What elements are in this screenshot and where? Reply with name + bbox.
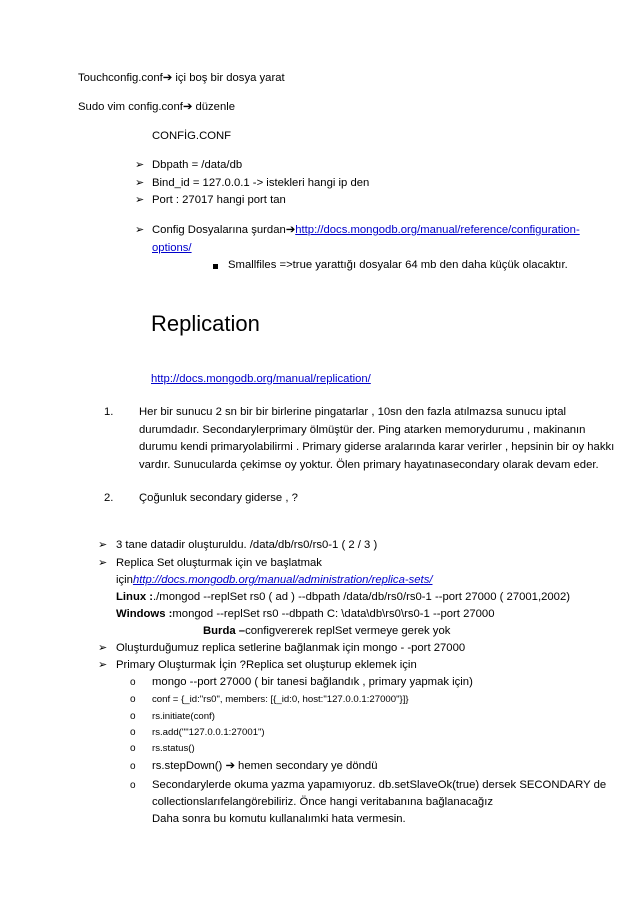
arrow-bullet-icon: ➢: [135, 224, 145, 236]
circle-bullet-icon: o: [130, 780, 136, 791]
circle-bullet-icon: o: [130, 694, 136, 705]
windows-cmd: mongod --replSet rs0 --dbpath C: \data\db\rs0\rs0-1 --port 27000: [172, 608, 495, 620]
config-bullet: Dbpath = /data/db: [152, 159, 243, 171]
arrow-bullet-icon: ➢: [135, 177, 145, 189]
primary-bullet: Primary Oluşturmak İçin ?Replica set oluşturup eklemek için: [116, 659, 417, 671]
list-item-line: vardır. Sunucularda çekimse oy yoktur. Ölen primary hayatınasecondary olarak devam eder.: [139, 459, 599, 471]
config-bullet: Port : 27017 hangi port tan: [152, 194, 286, 206]
arrow-bullet-icon: ➢: [135, 194, 145, 206]
replica-set-bullet: Replica Set oluşturmak için ve başlatmak: [116, 557, 322, 569]
linux-cmd: ./mongod --replSet rs0 ( ad ) --dbpath /data/db/rs0/rs0-1 --port 27000 ( 27001,2002): [153, 591, 570, 603]
config-docs-link[interactable]: http://docs.mongodb.org/manual/reference/configuration-: [295, 224, 580, 236]
linux-label: Linux :: [116, 591, 154, 603]
config-source-line: [152, 223, 580, 238]
windows-cmd-line: [116, 607, 495, 622]
windows-label: Windows :: [116, 608, 173, 620]
circle-bullet-icon: o: [130, 761, 136, 772]
burda-label: Burda –: [203, 625, 246, 637]
list-number: 2.: [104, 492, 114, 504]
list-number: 1.: [104, 406, 114, 418]
sub-item: rs.stepDown() ➔ hemen secondary ye döndü: [152, 760, 378, 772]
config-docs-link-cont[interactable]: options/: [152, 242, 192, 254]
arrow-bullet-icon: ➢: [98, 659, 108, 671]
sub-item: rs.add(""127.0.0.1:27001"): [152, 727, 265, 738]
replica-sets-link[interactable]: http://docs.mongodb.org/manual/administration/replica-sets/: [132, 574, 433, 586]
circle-bullet-icon: o: [130, 727, 136, 738]
sub-item: mongo --port 27000 ( bir tanesi bağlandık , primary yapmak için): [152, 676, 473, 688]
circle-bullet-icon: o: [130, 743, 136, 754]
intro-line-2: Sudo vim config.conf➔ düzenle: [78, 101, 236, 113]
replica-set-link-prefix: için: [116, 574, 133, 586]
circle-bullet-icon: o: [130, 677, 136, 688]
connect-bullet: Oluşturduğumuz replica setlerine bağlanmak için mongo - -port 27000: [116, 642, 466, 654]
arrow-bullet-icon: ➢: [98, 642, 108, 654]
sub-item-cont: collectionslarıfelangörebiliriz. Önce hangi veritabanına bağlanacağız: [152, 796, 493, 808]
list-item-line: Her bir sunucu 2 sn bir bir birlerine pingatarlar , 10sn den fazla atılmazsa sunucu iptal: [139, 406, 566, 418]
list-item-line: durumdadır. Secondarylerprimary ölmüştür der. Ping atarken memorydurumu , makinanın: [139, 424, 586, 436]
linux-cmd-line: [116, 590, 570, 605]
sub-item: rs.initiate(conf): [152, 711, 215, 722]
circle-bullet-icon: o: [130, 711, 136, 722]
datadir-bullet: 3 tane datadir oluşturuldu. /data/db/rs0/rs0-1 ( 2 / 3 ): [116, 539, 378, 551]
replica-set-link-line: [116, 573, 432, 588]
arrow-bullet-icon: ➢: [98, 557, 108, 569]
sub-item: conf = {_id:"rs0", members: [{_id:0, host:"127.0.0.1:27000"}]}: [152, 694, 409, 705]
sub-item: rs.status(): [152, 743, 195, 754]
list-item-line: durumu kendi primaryolabilirmi . Primary giderse aralarında karar verirler , hepsinin bir oy hakkı: [139, 441, 615, 453]
arrow-bullet-icon: ➢: [98, 539, 108, 551]
intro-line-1: Touchconfig.conf➔ içi boş bir dosya yarat: [78, 72, 285, 84]
arrow-bullet-icon: ➢: [135, 159, 145, 171]
sub-item-cont: Daha sonra bu komutu kullanalımki hata vermesin.: [152, 813, 406, 825]
replication-heading: Replication: [151, 311, 260, 336]
square-bullet-icon: [213, 264, 218, 269]
config-source-prefix: Config Dosyalarına şurdan➔: [152, 224, 296, 236]
config-bullet: Bind_id = 127.0.0.1 -> istekleri hangi ip den: [152, 177, 370, 189]
sub-item: Secondarylerde okuma yazma yapamıyoruz. db.setSlaveOk(true) dersek SECONDARY de: [152, 779, 607, 791]
config-title: CONFİG.CONF: [152, 130, 232, 142]
burda-text: configvererek replSet vermeye gerek yok: [245, 625, 451, 637]
replication-link[interactable]: http://docs.mongodb.org/manual/replication/: [151, 373, 371, 385]
burda-line: [203, 624, 450, 639]
list-item-line: Çoğunluk secondary giderse , ?: [139, 492, 298, 504]
smallfiles-note: Smallfiles =>true yarattığı dosyalar 64 mb den daha küçük olacaktır.: [228, 259, 568, 271]
